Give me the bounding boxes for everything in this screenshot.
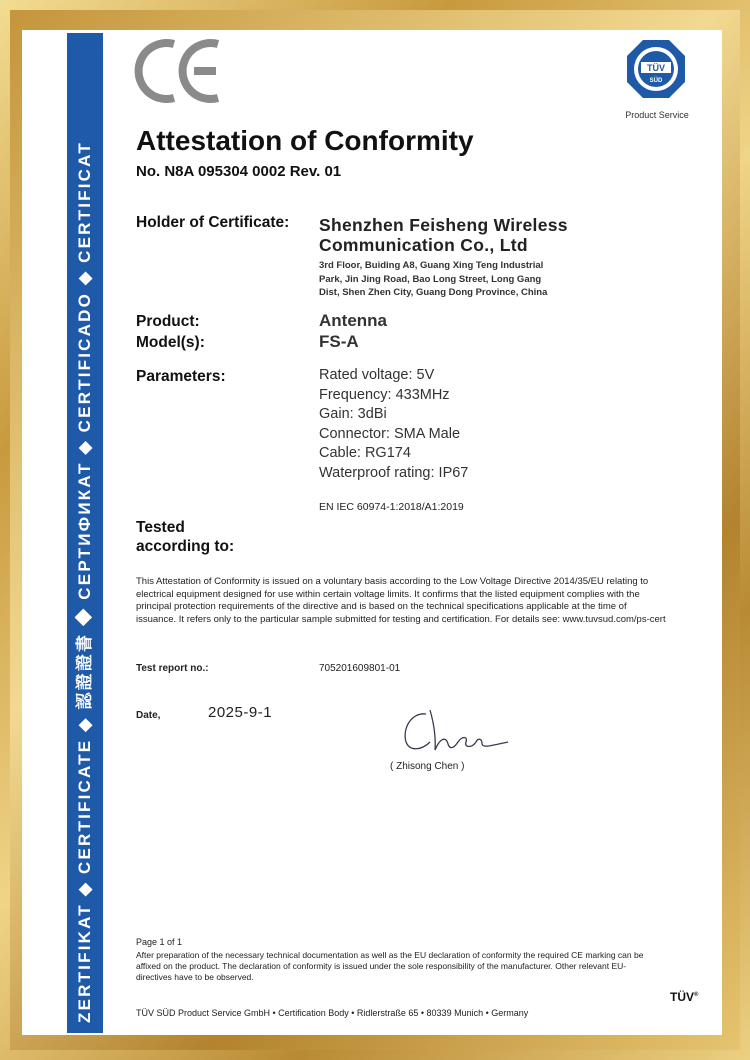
certificate-page [22,30,722,1035]
svg-text:TÜV: TÜV [647,63,665,73]
address-line1: 3rd Floor, Buiding A8, Guang Xing Teng Industrial [319,260,544,271]
holder-name-line1: Shenzhen Feisheng Wireless [319,215,568,235]
tuv-small-logo: TÜV® [670,990,699,1004]
signature-icon [390,702,510,762]
parameter-item: Rated voltage: 5V [319,367,435,383]
page-title: Attestation of Conformity [136,125,474,156]
holder-address [319,259,547,300]
test-report-label: Test report no.: [136,663,209,674]
model-value: FS-A [319,332,359,351]
ce-mark-icon [134,36,224,106]
page-number: Page 1 of 1 [136,937,183,947]
tested-line1: Tested [136,519,185,536]
product-label: Product: [136,313,200,330]
parameter-item: Waterproof rating: IP67 [319,464,469,481]
tuv-small-text: TÜV [670,990,694,1004]
parameter-item: Cable: RG174 [319,445,411,461]
conformity-paragraph: This Attestation of Conformity is issued on a voluntary basis according to the Low Voltage Directive 2014/35/EU relating to electrical equipment designed for use within certain voltage limits. It confirms that the listed equipment complies with the principal protection requirements of the directive and is based on the technical specifications applicable at the time of issuance. It refers only to the particular sample submitted for testing and certification. For details see: www.tuvsud.com/ps-cert [136,576,666,625]
model-label: Model(s): [136,334,205,351]
parameter-item: Connector: SMA Male [319,425,461,442]
certificate-number: No. N8A 095304 0002 Rev. 01 [136,163,342,180]
footer-address: TÜV SÜD Product Service GmbH • Certification Body • Ridlerstraße 65 • 80339 Munich • Germany [136,1008,529,1018]
holder-label: Holder of Certificate: [136,214,290,231]
product-value: Antenna [319,311,387,330]
holder-name [319,215,568,255]
address-line2: Park, Jin Jing Road, Bao Long Street, Long Gang [319,273,542,285]
address-line3: Dist, Shen Zhen City, Guang Dong Province, China [319,287,548,298]
parameters-list [319,366,468,483]
svg-text:SÜD: SÜD [649,78,663,84]
tested-line2: according to: [136,538,235,555]
footer-note: After preparation of the necessary technical documentation as well as the EU declaration of conformity the required CE marking can be affixed on the product. The declaration of conformity is issued under the sole responsibility of the manufacturer. Other relevant EU-directives have to be observed. [136,950,644,982]
side-band-text: ZERTIFIKAT ◆ CERTIFICATE ◆ 認證證書 ◆ СЕРТИФИКАТ ◆ CERTIFICADO ◆ CERTIFICAT [75,141,94,1023]
holder-name-line2: Communication Co., Ltd [319,235,528,255]
parameter-item: Frequency: 433MHz [319,386,450,403]
parameters-label: Parameters: [136,368,226,385]
date-label: Date, [136,710,161,721]
logo-caption: Product Service [625,110,689,120]
tested-label [136,518,234,556]
tuv-sud-logo-icon [625,38,687,100]
date-value: 2025-9-1 [208,704,273,721]
standard: EN IEC 60974-1:2018/A1:2019 [319,501,464,513]
signer-name: ( Zhisong Chen ) [390,761,465,772]
parameter-item: Gain: 3dBi [319,406,387,422]
product-values [319,310,387,352]
test-report-value: 705201609801-01 [319,663,401,674]
side-band [67,33,103,1033]
